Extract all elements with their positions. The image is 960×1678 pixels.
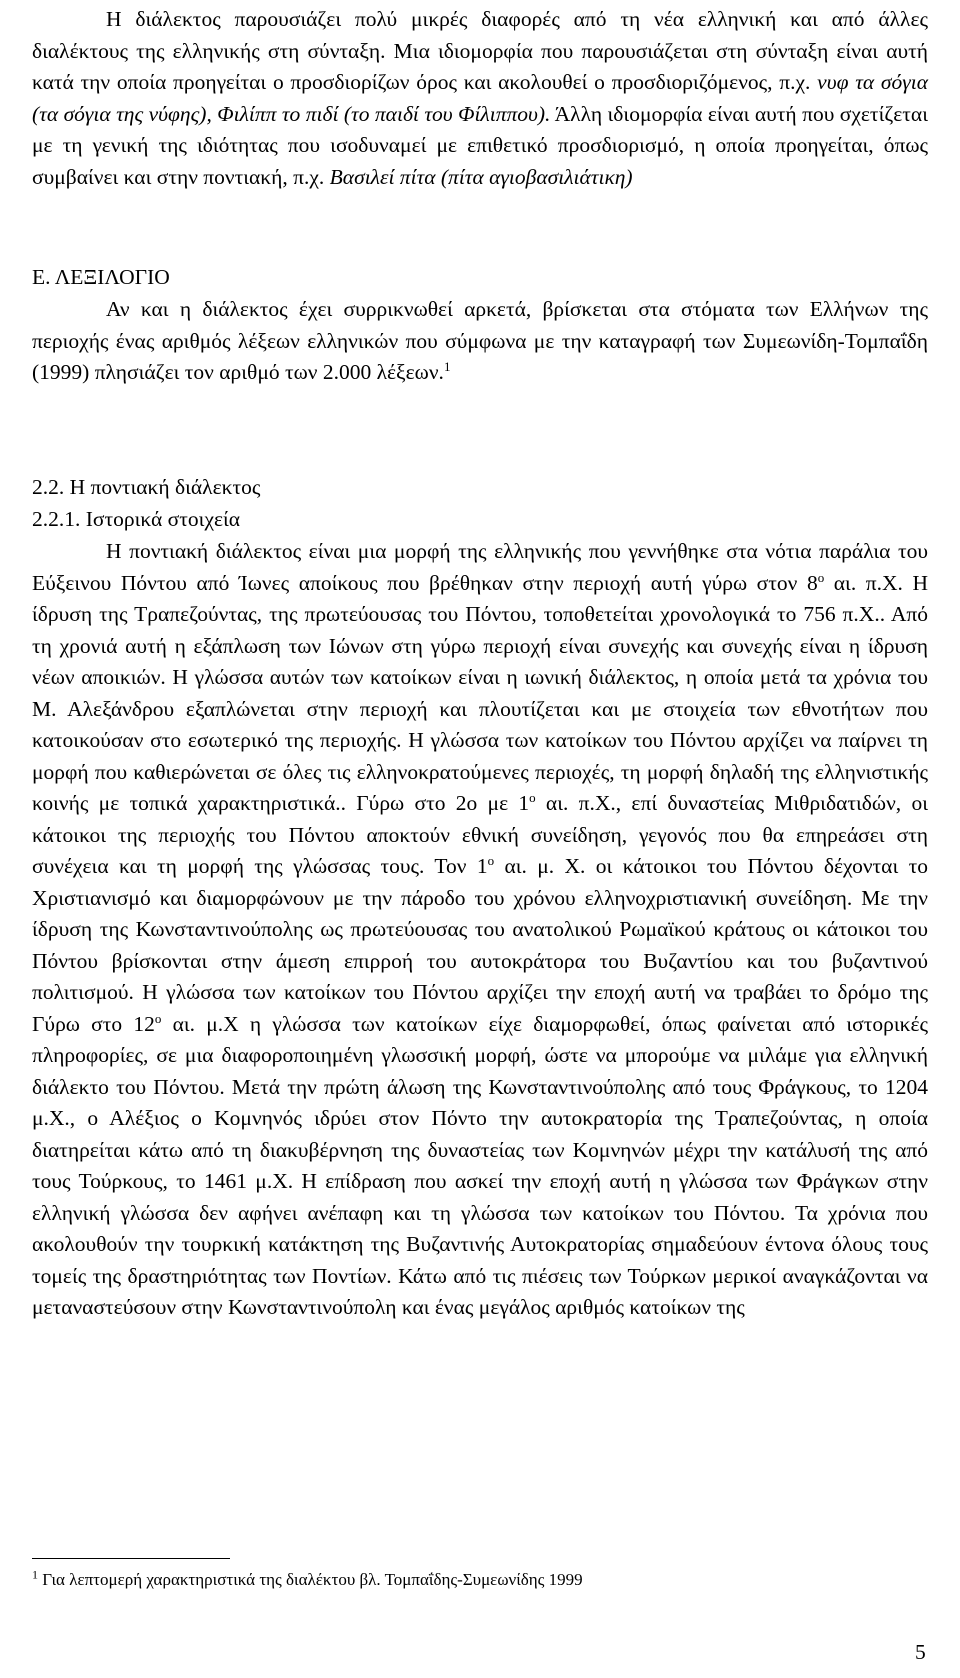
lexicon-text xyxy=(32,294,928,389)
heading-2-2 xyxy=(32,472,928,504)
footnote-number: 1 xyxy=(32,1567,38,1582)
superscript-o-3: ο xyxy=(487,852,495,868)
history-text-4: αι. μ. Χ. οι κάτοικοι του Πόντου δέχονται το Χριστιανισμό και διαμορφώνουν με την πάροδο του χρόνου ελληνοχριστιανική συνείδηση. Με την ίδρυση της Κωνσταντινούπολης ως πρωτεύουσας του ανατολικού Ρωμαϊκού κράτους οι κάτοικοι του Πόντου βρίσκονται στην άμεση επιρροή του αυτοκράτορα του Βυζαντίου και του βυζαντινού πολιτισμού. Η γλώσσα των κατοίκων του Πόντου αρχίζει την εποχή αυτή να τραβάει το δρόμο της Γύρω στο 12 xyxy=(32,854,928,1036)
paragraph-history xyxy=(32,536,928,1324)
footnote-text: Για λεπτομερή χαρακτηριστικά της διαλέκτου βλ. Τομπαΐδης-Συμεωνίδης 1999 xyxy=(38,1570,583,1589)
paragraph-lexicon xyxy=(32,294,928,389)
footnote-ref[interactable]: 1 xyxy=(443,358,451,374)
superscript-o-2: ο xyxy=(529,789,536,805)
footnote-separator xyxy=(32,1558,230,1559)
syntax-example-2: Βασιλεί πίτα (πίτα αγιοβασιλιάτικη) xyxy=(329,164,633,189)
superscript-o-1: ο xyxy=(817,569,825,585)
page-number: 5 xyxy=(915,1640,926,1664)
history-text xyxy=(32,536,928,1324)
section-title-2-2-1: 2.2.1. Ιστορικά στοιχεία xyxy=(32,507,241,531)
footnote xyxy=(32,1568,583,1592)
superscript-o-4: ο xyxy=(154,1010,162,1026)
paragraph-syntax xyxy=(32,4,928,193)
syntax-text-1: Η διάλεκτος παρουσιάζει πολύ μικρές διαφορές από τη νέα ελληνική και από άλλες διαλέκτους της ελληνικής στη σύνταξη. Μια ιδιομορφία που παρουσιάζεται στη σύνταξη είναι αυτή κατά την οποία προηγείται ο προσδιορίζων όρος και ακολουθεί ο προσδιοριζόμενος, π.χ. xyxy=(32,7,928,94)
section-e-heading xyxy=(32,262,928,294)
history-text-2: αι. π.Χ. Η ίδρυση της Τραπεζούντας, της πρωτεύουσας του Πόντου, τοποθετείται χρονολογικά το 756 π.Χ.. Από τη χρονιά αυτή η εξάπλωση των Ιώνων στη γύρω περιοχή είναι συνεχής και συνεχής είναι η ίδρυση νέων αποικιών. Η γλώσσα αυτών των κατοίκων είναι η ιωνική διάλεκτος, η οποία μετά τα χρόνια του Μ. Αλεξάνδρου εξαπλώνεται στην περιοχή και πλουτίζεται και με στοιχεία των εθνοτήτων που κατοικούσαν στο εσωτερικό της περιοχής. Η γλώσσα των κατοίκων του Πόντου αρχίζει να παίρνει τη μορφή που καθιερώνεται σε όλες τις ελληνοκρατούμενες περιοχές, τη μορφή δηλαδή της ελληνιστικής κοινής με τοπικά χαρακτηριστικά.. Γύρω στο 2ο με 1 xyxy=(32,570,928,815)
heading-2-2-1 xyxy=(32,504,928,536)
history-text-3: αι. π.Χ., επί δυναστείας Μιθριδατιδών, οι κάτοικοι της περιοχής του Πόντου αποκτούν εθνική συνείδηση, γεγονός που θα επηρεάσει στη συνέχεια και τη μορφή της γλώσσας τους. Τον 1 xyxy=(32,791,928,878)
history-text-5: αι. μ.Χ η γλώσσα των κατοίκων είχε διαμορφωθεί, όπως φαίνεται από ιστορικές πληροφορίες, σε μια διαφοροποιημένη γλωσσική μορφή, ώστε να μπορούμε να μιλάμε για ελληνική διάλεκτο του Πόντου. Μετά την πρώτη άλωση της Κωνσταντινούπολης από τους Φράγκους, το 1204 μ.Χ., ο Αλέξιος ο Κομνηνός ιδρύει στον Πόντο την αυτοκρατορία της Τραπεζούντας, η οποία διατηρείται κάτω από τη διακυβέρνηση της δυναστείας των Κομνηνών μέχρι την κατάλυσή της από τους Τούρκους, το 1461 μ.Χ. Η επίδραση που ασκεί την εποχή αυτή η γλώσσα των Φράγκων στην ελληνική γλώσσα δεν αφήνει ανέπαφη και τη γλώσσα των κατοίκων του Πόντου. Τα χρόνια που ακολουθούν την τουρκική κατάκτηση της Βυζαντινής Αυτοκρατορίας σημαδεύουν έντονα όλους τους τομείς της δραστηριότητας των Ποντίων. Κάτω από τις πιέσεις των Τούρκων μερικοί αναγκάζονται να μεταναστεύσουν στην Κωνσταντινούπολη και ένας μεγάλος αριθμός κατοίκων της xyxy=(32,1011,928,1319)
syntax-example-1: νυφ τα σόγια (τα σόγια της νύφης), Φιλίππ το πιδί (το παιδί του Φίλιππου). xyxy=(32,70,928,126)
lexicon-heading: Ε. ΛΕΞΙΛΟΓΙΟ xyxy=(32,265,170,289)
history-text-1: Η ποντιακή διάλεκτος είναι μια μορφή της ελληνικής που γεννήθηκε στα νότια παράλια του Εύξεινου Πόντου από Ίωνες αποίκους που βρέθηκαν στην περιοχή αυτή γύρω στον 8 xyxy=(32,539,928,595)
syntax-text-2: Άλλη ιδιομορφία είναι αυτή που σχετίζεται με τη γενική της ιδιότητας που ισοδυναμεί με επιθετικό προσδιορισμό, η οποία προηγείται, όπως συμβαίνει και στην ποντιακή, π.χ. xyxy=(32,101,928,189)
section-title-2-2: 2.2. Η ποντιακή διάλεκτος xyxy=(32,475,261,499)
syntax-text xyxy=(32,4,928,193)
lexicon-text-body: Αν και η διάλεκτος έχει συρρικνωθεί αρκετά, βρίσκεται στα στόματα των Ελλήνων της περιοχής ένας αριθμός λέξεων ελληνικών που σύμφωνα με την καταγραφή των Συμεωνίδη-Τομπαΐδη (1999) πλησιάζει τον αριθμό των 2.000 λέξεων. xyxy=(32,297,928,384)
